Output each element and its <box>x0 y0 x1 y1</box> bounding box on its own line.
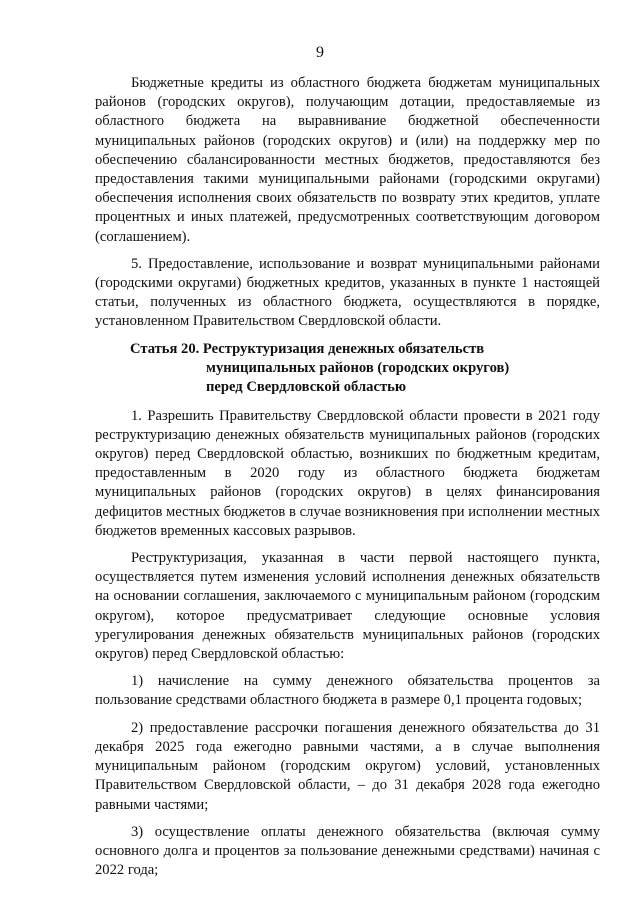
paragraph-budget-credits: Бюджетные кредиты из областного бюджета бюджетам муниципальных районов (городских округов), получающим дотации, предоставляемые из областного бюджета на выравнивание бюджетной обеспеченности муниципальных районов (городских округов) и (или) на поддержку мер по обеспечению сбалансированности местных бюджетов, предоставляются без предоставления такими муниципальными районами (городскими округами) обеспечения исполнения своих обязательств по возврату этих кредитов, уплате процентных и иных платежей, предусмотренных соответствующим договором (соглашением). <box>95 75 600 245</box>
paragraph-restructuring: Реструктуризация, указанная в части первой настоящего пункта, осуществляется путем изменения условий исполнения денежных обязательств на основании соглашения, заключаемого с муниципальным районом (городским округом), которое предусматривает следующие основные условия урегулирования денежных обязательств муниципальных районов (городских округов) перед Свердловской областью: <box>95 550 600 663</box>
document-body <box>95 74 600 888</box>
page-number: 9 <box>316 44 324 61</box>
paragraph-item-1: 1. Разрешить Правительству Свердловской области провести в 2021 году реструктуризацию денежных обязательств муниципальных районов (городских округов) перед Свердловской областью, возникших по бюджетным кредитам, предоставленным в 2020 году из областного бюджета бюджетам муниципальных районов (городских округов) в целях финансирования дефицитов местных бюджетов в случае возникновения при исполнении местных бюджетов временных кассовых разрывов. <box>95 407 600 539</box>
paragraph-item-5: 5. Предоставление, использование и возврат муниципальными районами (городскими округами) бюджетных кредитов, указанных в пункте 1 настоящей статьи, полученных из областного бюджета, осуществляются в порядке, установленном Правительством Свердловской области. <box>95 255 600 330</box>
article-20-heading <box>95 340 600 397</box>
article-heading-line-1: Статья 20. Реструктуризация денежных обязательств <box>130 340 485 357</box>
paragraph-subitem-1: 1) начисление на сумму денежного обязательства процентов за пользование средствами областного бюджета в размере 0,1 процента годовых; <box>95 673 600 709</box>
article-heading-line-3: перед Свердловской областью <box>206 378 406 395</box>
paragraph-subitem-3: 3) осуществление оплаты денежного обязательства (включая сумму основного долга и процентов за пользование денежными средствами) начиная с 2022 года; <box>95 823 600 879</box>
article-heading-line-2: муниципальных районов (городских округов) <box>206 359 510 376</box>
paragraph-subitem-2: 2) предоставление рассрочки погашения денежного обязательства до 31 декабря 2025 года ежегодно равными частями, а в случае выполнения муниципальным районом (городским округом) условий, установленных Правительством Свердловской области, – до 31 декабря 2028 года ежегодно равными частями; <box>95 719 600 813</box>
